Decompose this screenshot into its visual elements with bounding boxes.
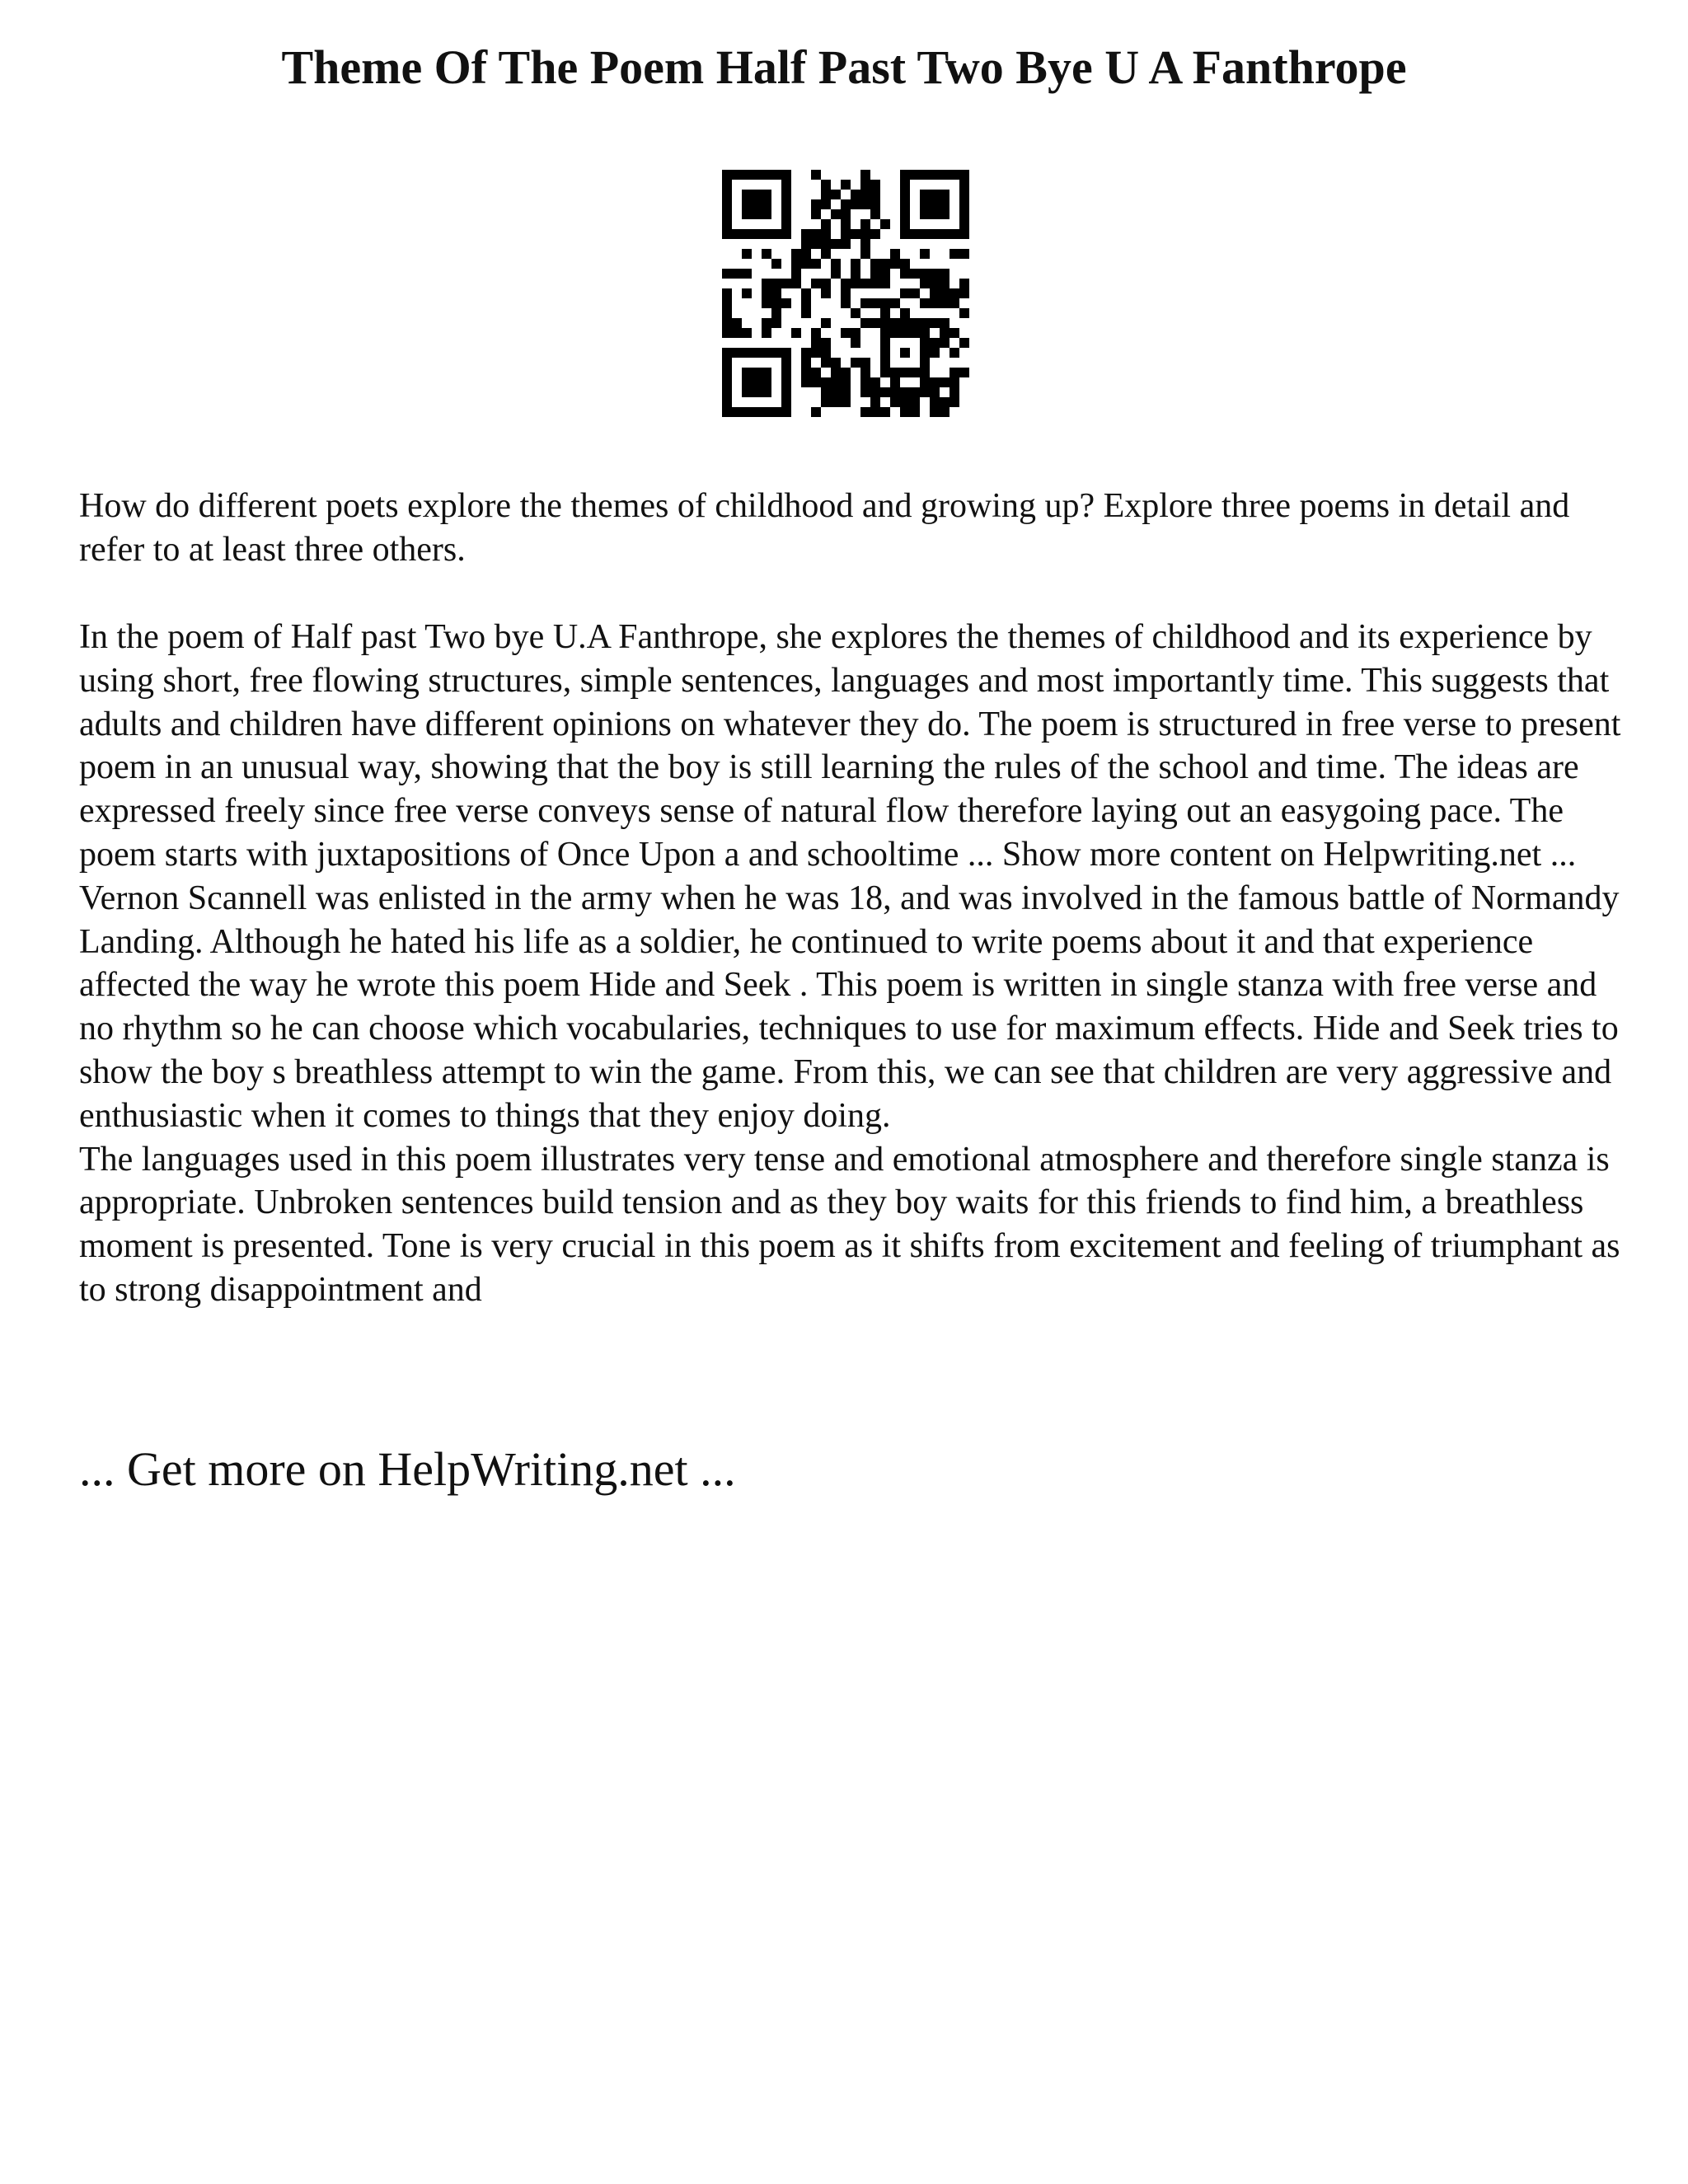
qr-module	[831, 377, 841, 387]
qr-module	[781, 279, 791, 288]
qr-module	[940, 279, 950, 288]
qr-module	[880, 279, 890, 288]
qr-module	[940, 407, 950, 417]
qr-module	[950, 377, 959, 387]
qr-module	[801, 377, 811, 387]
qr-module	[821, 180, 831, 190]
qr-module	[811, 199, 821, 209]
qr-module	[880, 387, 890, 397]
qr-module	[870, 190, 880, 199]
qr-module	[762, 318, 771, 328]
qr-module	[762, 288, 771, 298]
qr-module	[831, 190, 841, 199]
qr-module	[959, 308, 969, 318]
qr-module	[811, 348, 821, 358]
qr-module	[930, 348, 940, 358]
qr-module	[851, 338, 860, 348]
qr-module	[950, 328, 959, 338]
page-title: Theme Of The Poem Half Past Two Bye U A Fanthrope	[281, 40, 1407, 94]
qr-module	[811, 377, 821, 387]
qr-module	[811, 338, 821, 348]
qr-module	[920, 249, 930, 259]
qr-module	[841, 199, 851, 209]
qr-module	[841, 298, 851, 308]
qr-module	[821, 249, 831, 259]
qr-module	[880, 318, 890, 328]
qr-module	[821, 348, 831, 358]
qr-module	[811, 368, 821, 377]
essay-body	[79, 616, 1629, 1312]
qr-module	[821, 229, 831, 239]
qr-module	[890, 397, 900, 407]
qr-module	[791, 269, 801, 279]
qr-module	[860, 387, 870, 397]
qr-module	[940, 269, 950, 279]
qr-code-icon	[722, 170, 969, 417]
qr-module	[930, 279, 940, 288]
qr-module	[841, 328, 851, 338]
qr-module	[801, 288, 811, 298]
qr-module	[722, 288, 732, 298]
qr-module	[811, 279, 821, 288]
qr-module	[831, 239, 841, 249]
qr-module	[870, 269, 880, 279]
qr-module	[851, 308, 860, 318]
qr-module	[940, 377, 950, 387]
qr-module	[870, 229, 880, 239]
qr-module	[801, 249, 811, 259]
qr-module	[801, 298, 811, 308]
qr-module	[910, 318, 920, 328]
qr-module	[821, 239, 831, 249]
qr-module	[732, 318, 742, 328]
essay-paragraph: Vernon Scannell was enlisted in the army when he was 18, and was involved in the famous battle of Normandy Landing. Although he hated his life as a soldier, he continued to write poems about it and that experience affected the way he wrote this poem Hide and Seek . This poem is written in single stanza with free verse and no rhythm so he can choose which vocabularies, techniques to use for maximum effects. Hide and Seek tries to show the boy s breathless attempt to win the game. From this, we can see that children are very aggressive and enthusiastic when it comes to things that they enjoy doing.	[79, 879, 1620, 1135]
qr-module	[791, 249, 801, 259]
qr-module	[801, 348, 811, 358]
qr-module	[930, 338, 940, 348]
qr-module	[959, 279, 969, 288]
qr-module	[771, 318, 781, 328]
qr-module	[880, 298, 890, 308]
qr-module	[742, 249, 752, 259]
qr-module	[950, 249, 959, 259]
qr-module	[860, 249, 870, 259]
qr-module	[742, 328, 752, 338]
qr-module	[841, 239, 851, 249]
qr-module	[880, 259, 890, 269]
qr-module	[930, 407, 940, 417]
qr-module	[870, 199, 880, 209]
qr-module	[910, 288, 920, 298]
qr-module	[860, 358, 870, 368]
qr-module	[771, 259, 781, 269]
qr-module	[959, 288, 969, 298]
qr-module	[801, 368, 811, 377]
qr-module	[890, 298, 900, 308]
qr-module	[811, 170, 821, 180]
qr-module	[950, 368, 959, 377]
qr-module	[801, 259, 811, 269]
qr-finder-inner	[920, 190, 950, 219]
qr-module	[870, 298, 880, 308]
qr-module	[950, 288, 959, 298]
qr-module	[762, 249, 771, 259]
qr-module	[890, 259, 900, 269]
qr-module	[732, 269, 742, 279]
qr-module	[860, 219, 870, 229]
qr-module	[851, 259, 860, 269]
get-more-link[interactable]: ... Get more on HelpWriting.net ...	[79, 1442, 736, 1496]
qr-module	[841, 279, 851, 288]
qr-module	[762, 298, 771, 308]
qr-module	[831, 387, 841, 397]
qr-module	[821, 279, 831, 288]
qr-module	[880, 308, 890, 318]
qr-module	[821, 338, 831, 348]
qr-module	[959, 249, 969, 259]
qr-module	[930, 318, 940, 328]
qr-module	[831, 397, 841, 407]
qr-module	[930, 397, 940, 407]
qr-module	[781, 298, 791, 308]
qr-module	[910, 397, 920, 407]
qr-module	[811, 259, 821, 269]
qr-module	[940, 397, 950, 407]
qr-module	[821, 377, 831, 387]
qr-module	[722, 328, 732, 338]
qr-module	[821, 199, 831, 209]
qr-module	[841, 368, 851, 377]
qr-module	[811, 328, 821, 338]
qr-module	[900, 407, 910, 417]
qr-module	[920, 279, 930, 288]
qr-module	[841, 229, 851, 239]
qr-module	[870, 209, 880, 219]
qr-module	[771, 279, 781, 288]
qr-module	[771, 288, 781, 298]
qr-module	[940, 318, 950, 328]
qr-module	[860, 190, 870, 199]
qr-module	[831, 209, 841, 219]
qr-module	[771, 308, 781, 318]
qr-module	[851, 358, 860, 368]
qr-module	[950, 387, 959, 397]
qr-module	[880, 407, 890, 417]
qr-module	[959, 338, 969, 348]
qr-finder-inner	[742, 368, 771, 397]
qr-module	[870, 259, 880, 269]
qr-module	[742, 269, 752, 279]
qr-module	[870, 397, 880, 407]
qr-module	[940, 288, 950, 298]
qr-module	[722, 298, 732, 308]
qr-module	[860, 298, 870, 308]
qr-module	[920, 377, 930, 387]
qr-module	[900, 397, 910, 407]
qr-module	[860, 279, 870, 288]
qr-module	[940, 338, 950, 348]
qr-module	[722, 308, 732, 318]
qr-module	[801, 239, 811, 249]
qr-module	[900, 308, 910, 318]
qr-module	[851, 199, 860, 209]
qr-module	[860, 377, 870, 387]
qr-module	[900, 318, 910, 328]
qr-module	[930, 387, 940, 397]
qr-module	[821, 318, 831, 328]
qr-module	[930, 377, 940, 387]
qr-module	[801, 308, 811, 318]
qr-module	[920, 318, 930, 328]
qr-module	[870, 387, 880, 397]
qr-module	[890, 387, 900, 397]
qr-module	[851, 190, 860, 199]
qr-module	[791, 259, 801, 269]
qr-module	[722, 269, 732, 279]
qr-module	[762, 328, 771, 338]
qr-module	[841, 180, 851, 190]
qr-module	[920, 298, 930, 308]
qr-module	[940, 298, 950, 308]
qr-module	[821, 219, 831, 229]
qr-module	[890, 318, 900, 328]
qr-module	[860, 170, 870, 180]
qr-finder-inner	[742, 190, 771, 219]
qr-module	[910, 407, 920, 417]
qr-module	[880, 219, 890, 229]
qr-module	[821, 288, 831, 298]
qr-module	[959, 368, 969, 377]
qr-module	[950, 397, 959, 407]
qr-module	[831, 269, 841, 279]
qr-align-inner	[900, 348, 910, 358]
qr-module	[841, 397, 851, 407]
qr-module	[930, 288, 940, 298]
qr-module	[890, 249, 900, 259]
qr-module	[860, 318, 870, 328]
qr-module	[771, 298, 781, 308]
qr-module	[841, 377, 851, 387]
qr-module	[811, 407, 821, 417]
qr-module	[722, 318, 732, 328]
qr-module	[900, 288, 910, 298]
qr-module	[870, 279, 880, 288]
qr-module	[762, 279, 771, 288]
qr-module	[851, 279, 860, 288]
qr-module	[841, 288, 851, 298]
qr-module	[742, 288, 752, 298]
qr-module	[900, 259, 910, 269]
qr-module	[870, 407, 880, 417]
qr-module	[860, 199, 870, 209]
essay-paragraph: The languages used in this poem illustrates very tense and emotional atmosphere and therefore single stanza is appropriate. Unbroken sentences build tension and as they boy waits for this friends to find him, a breathless moment is presented. Tone is very crucial in this poem as it shifts from excitement and feeling of triumphant as to strong disappointment and	[79, 1140, 1620, 1309]
qr-module	[950, 298, 959, 308]
qr-module	[841, 387, 851, 397]
qr-module	[930, 269, 940, 279]
qr-module	[930, 298, 940, 308]
qr-module	[940, 328, 950, 338]
qr-module	[860, 368, 870, 377]
qr-module	[870, 318, 880, 328]
qr-module	[870, 377, 880, 387]
qr-module	[920, 269, 930, 279]
qr-module	[821, 190, 831, 199]
qr-module	[860, 229, 870, 239]
qr-module	[910, 387, 920, 397]
qr-module	[880, 269, 890, 279]
qr-module	[950, 348, 959, 358]
qr-module	[791, 279, 801, 288]
qr-module	[811, 209, 821, 219]
qr-module	[821, 387, 831, 397]
qr-module	[860, 407, 870, 417]
qr-module	[841, 209, 851, 219]
qr-module	[831, 368, 841, 377]
qr-module	[851, 269, 860, 279]
qr-module	[851, 328, 860, 338]
qr-module	[910, 269, 920, 279]
essay-question: How do different poets explore the themes of childhood and growing up? Explore three poems in detail and refer to at least three others.	[79, 487, 1570, 569]
qr-module	[890, 377, 900, 387]
qr-module	[831, 358, 841, 368]
qr-module	[920, 387, 930, 397]
qr-module	[801, 358, 811, 368]
qr-module	[811, 229, 821, 239]
qr-module	[860, 239, 870, 249]
qr-module	[821, 397, 831, 407]
qr-module	[811, 239, 821, 249]
qr-module	[860, 180, 870, 190]
qr-module	[900, 387, 910, 397]
qr-module	[801, 229, 811, 239]
qr-module	[732, 328, 742, 338]
qr-module	[831, 259, 841, 269]
qr-module	[841, 219, 851, 229]
qr-module	[870, 180, 880, 190]
qr-module	[821, 358, 831, 368]
essay-paragraph: In the poem of Half past Two bye U.A Fanthrope, she explores the themes of childhood and its experience by using short, free flowing structures, simple sentences, languages and most importantly time. This suggests that adults and children have different opinions on whatever they do. The poem is structured in free verse to present poem in an unusual way, showing that the boy is still learning the rules of the school and time. The ideas are expressed freely since free verse conveys sense of natural flow therefore laying out an easygoing pace. The poem starts with juxtapositions of Once Upon a and schooltime ... Show more content on Helpwriting.net ...	[79, 618, 1621, 874]
qr-module	[791, 328, 801, 338]
qr-module	[900, 269, 910, 279]
qr-module	[851, 229, 860, 239]
